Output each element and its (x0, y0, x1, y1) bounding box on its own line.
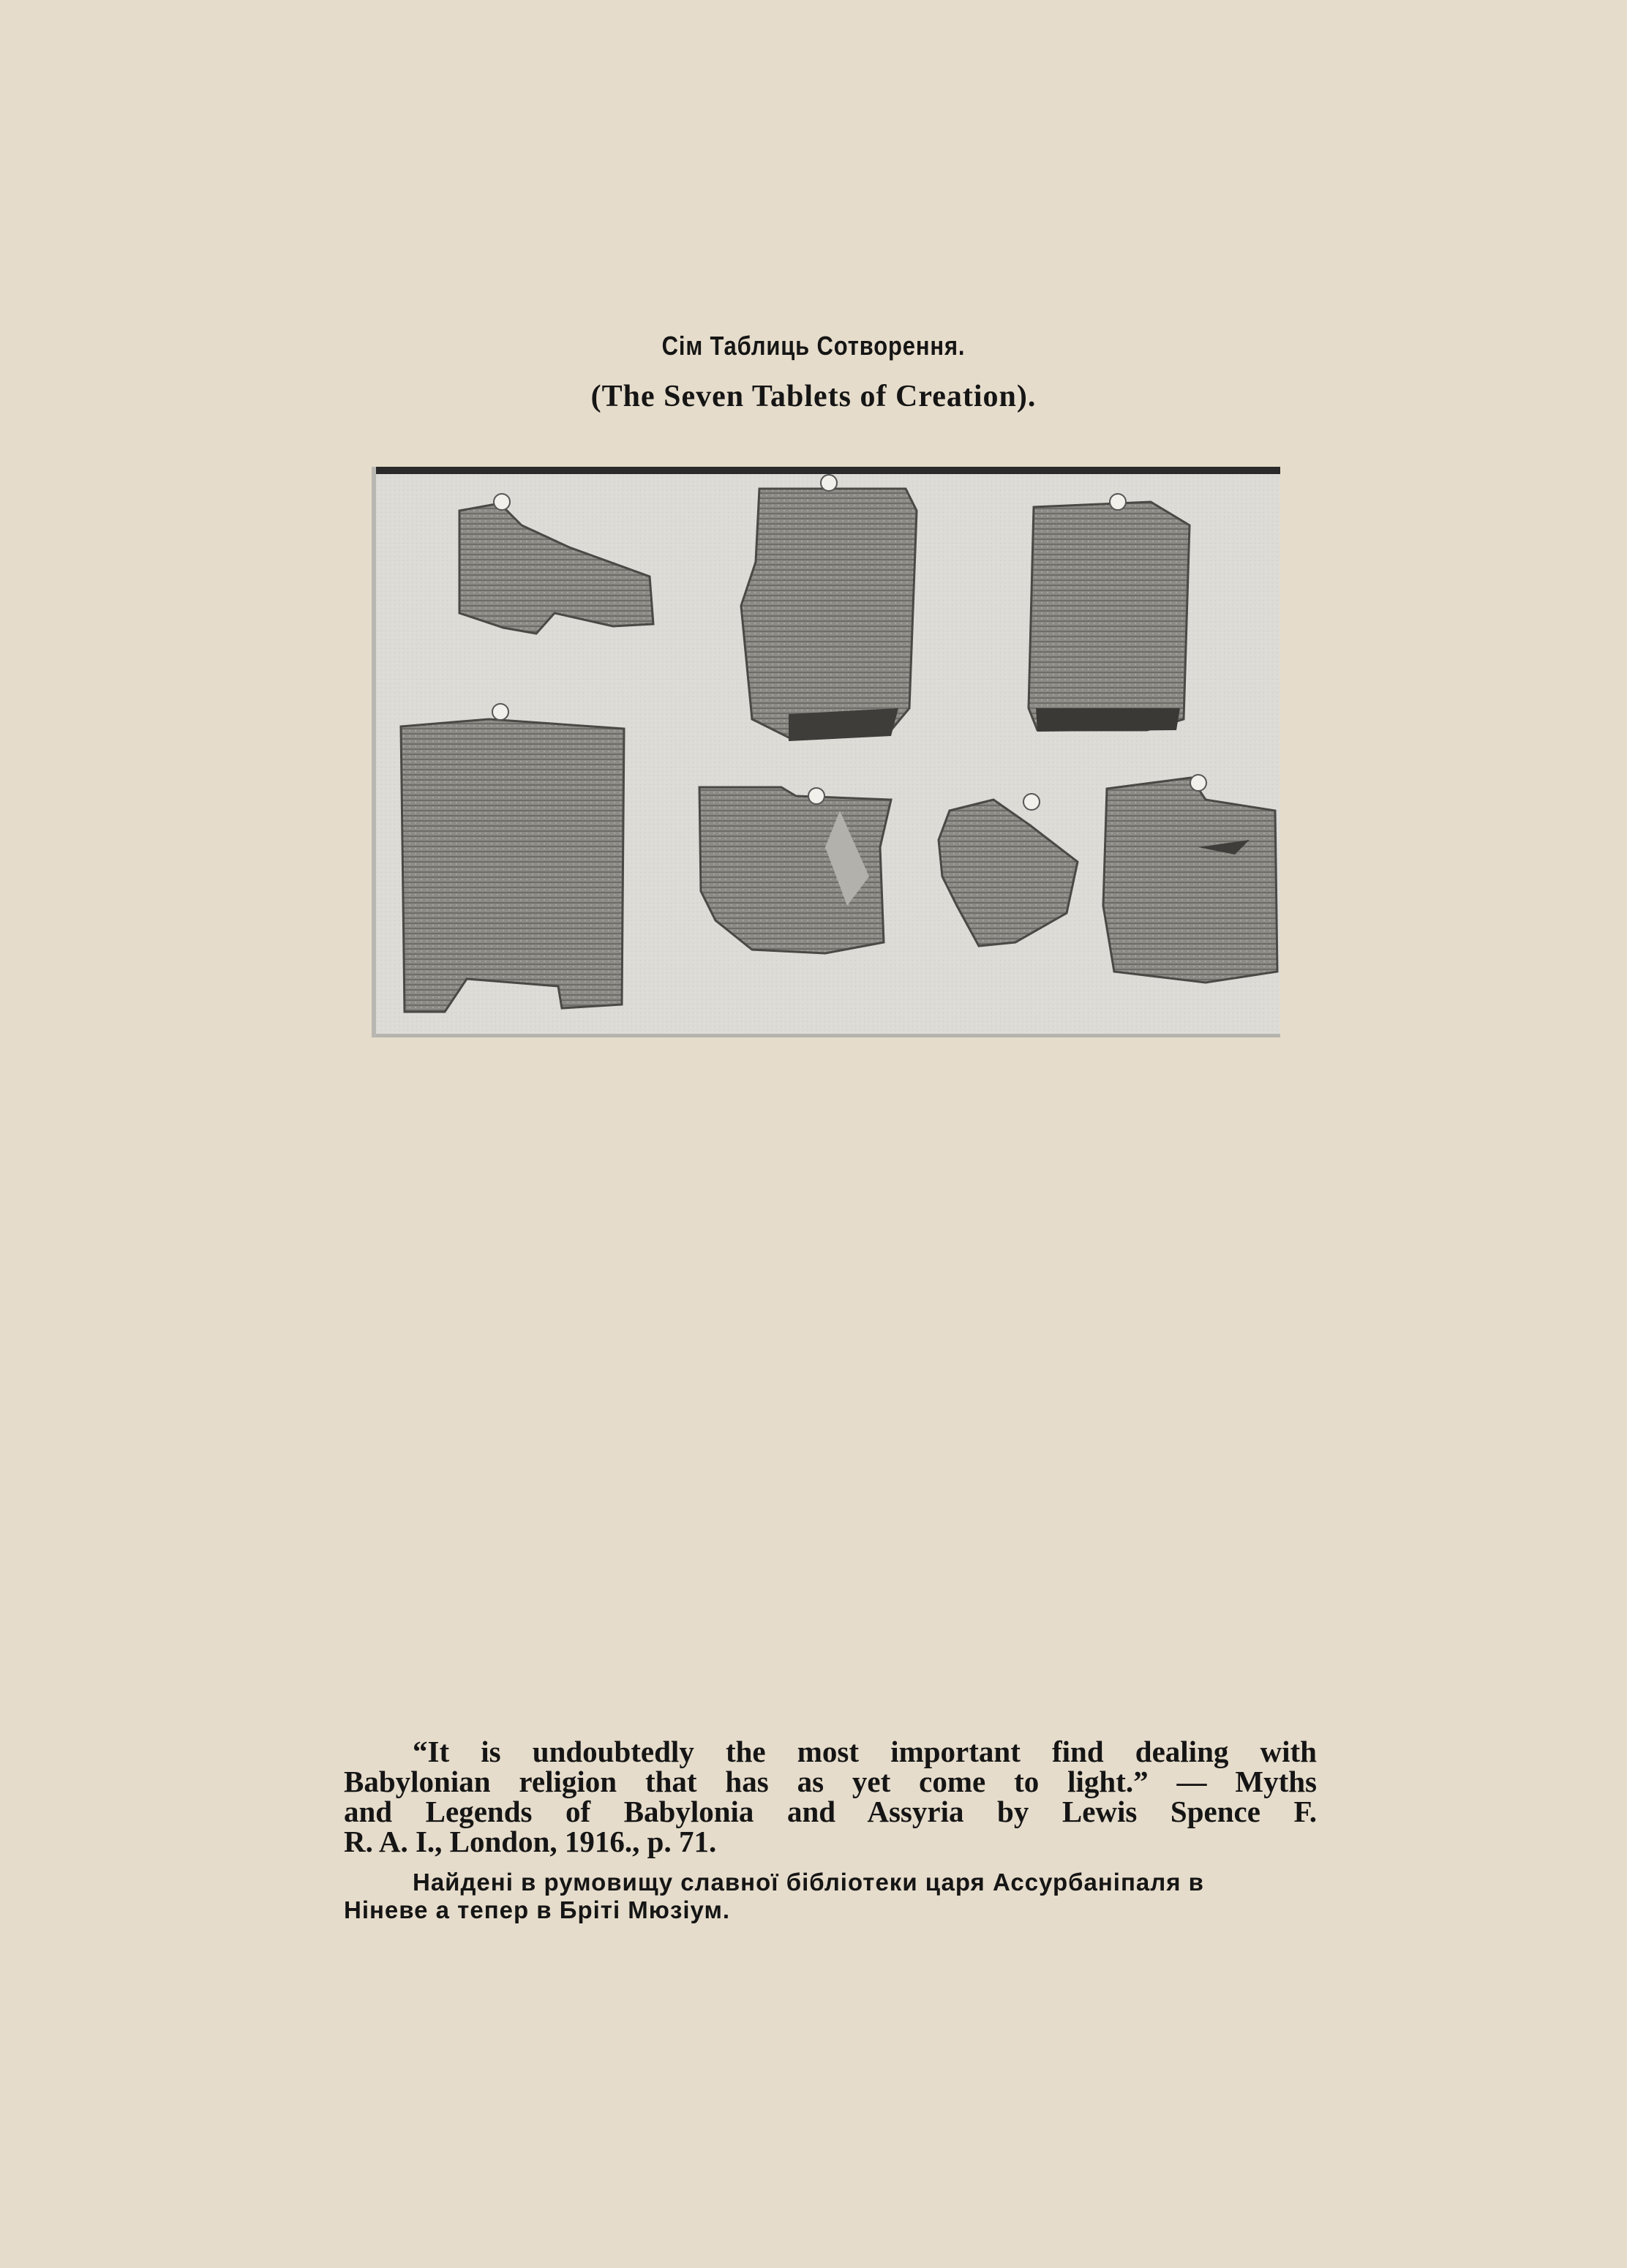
caption-note (344, 1869, 1317, 1924)
quote-line: “It is undoubtedly the most important find dealing with (413, 1735, 1317, 1768)
tablet-3 (1029, 494, 1190, 732)
note-line: Ніневе а тепер в Бріті Мюзіум. (344, 1896, 731, 1923)
quote-line: R. A. I., London, 1916., p. 71. (344, 1825, 717, 1858)
tablets-photograph (372, 467, 1280, 1037)
tablet-2 (741, 475, 917, 741)
cuneiform-tablets-photo-icon (372, 467, 1280, 1037)
tablet-4 (401, 704, 624, 1012)
page-title-ukrainian: Сім Таблиць Сотворення. (661, 331, 966, 361)
quote-line: Babylonian religion that has as yet come to light.” — Myths (344, 1765, 1317, 1798)
page-title-english: (The Seven Tablets of Creation). (590, 380, 1037, 413)
tablet-7 (1103, 775, 1277, 983)
note-line: Найдені в румовищу славної бібліотеки царя Ассурбаніпаля в (413, 1869, 1204, 1896)
tablet-5 (699, 787, 891, 953)
quote-line: and Legends of Babylonia and Assyria by Lewis Spence F. (344, 1795, 1317, 1828)
quotation-paragraph (344, 1737, 1317, 1857)
